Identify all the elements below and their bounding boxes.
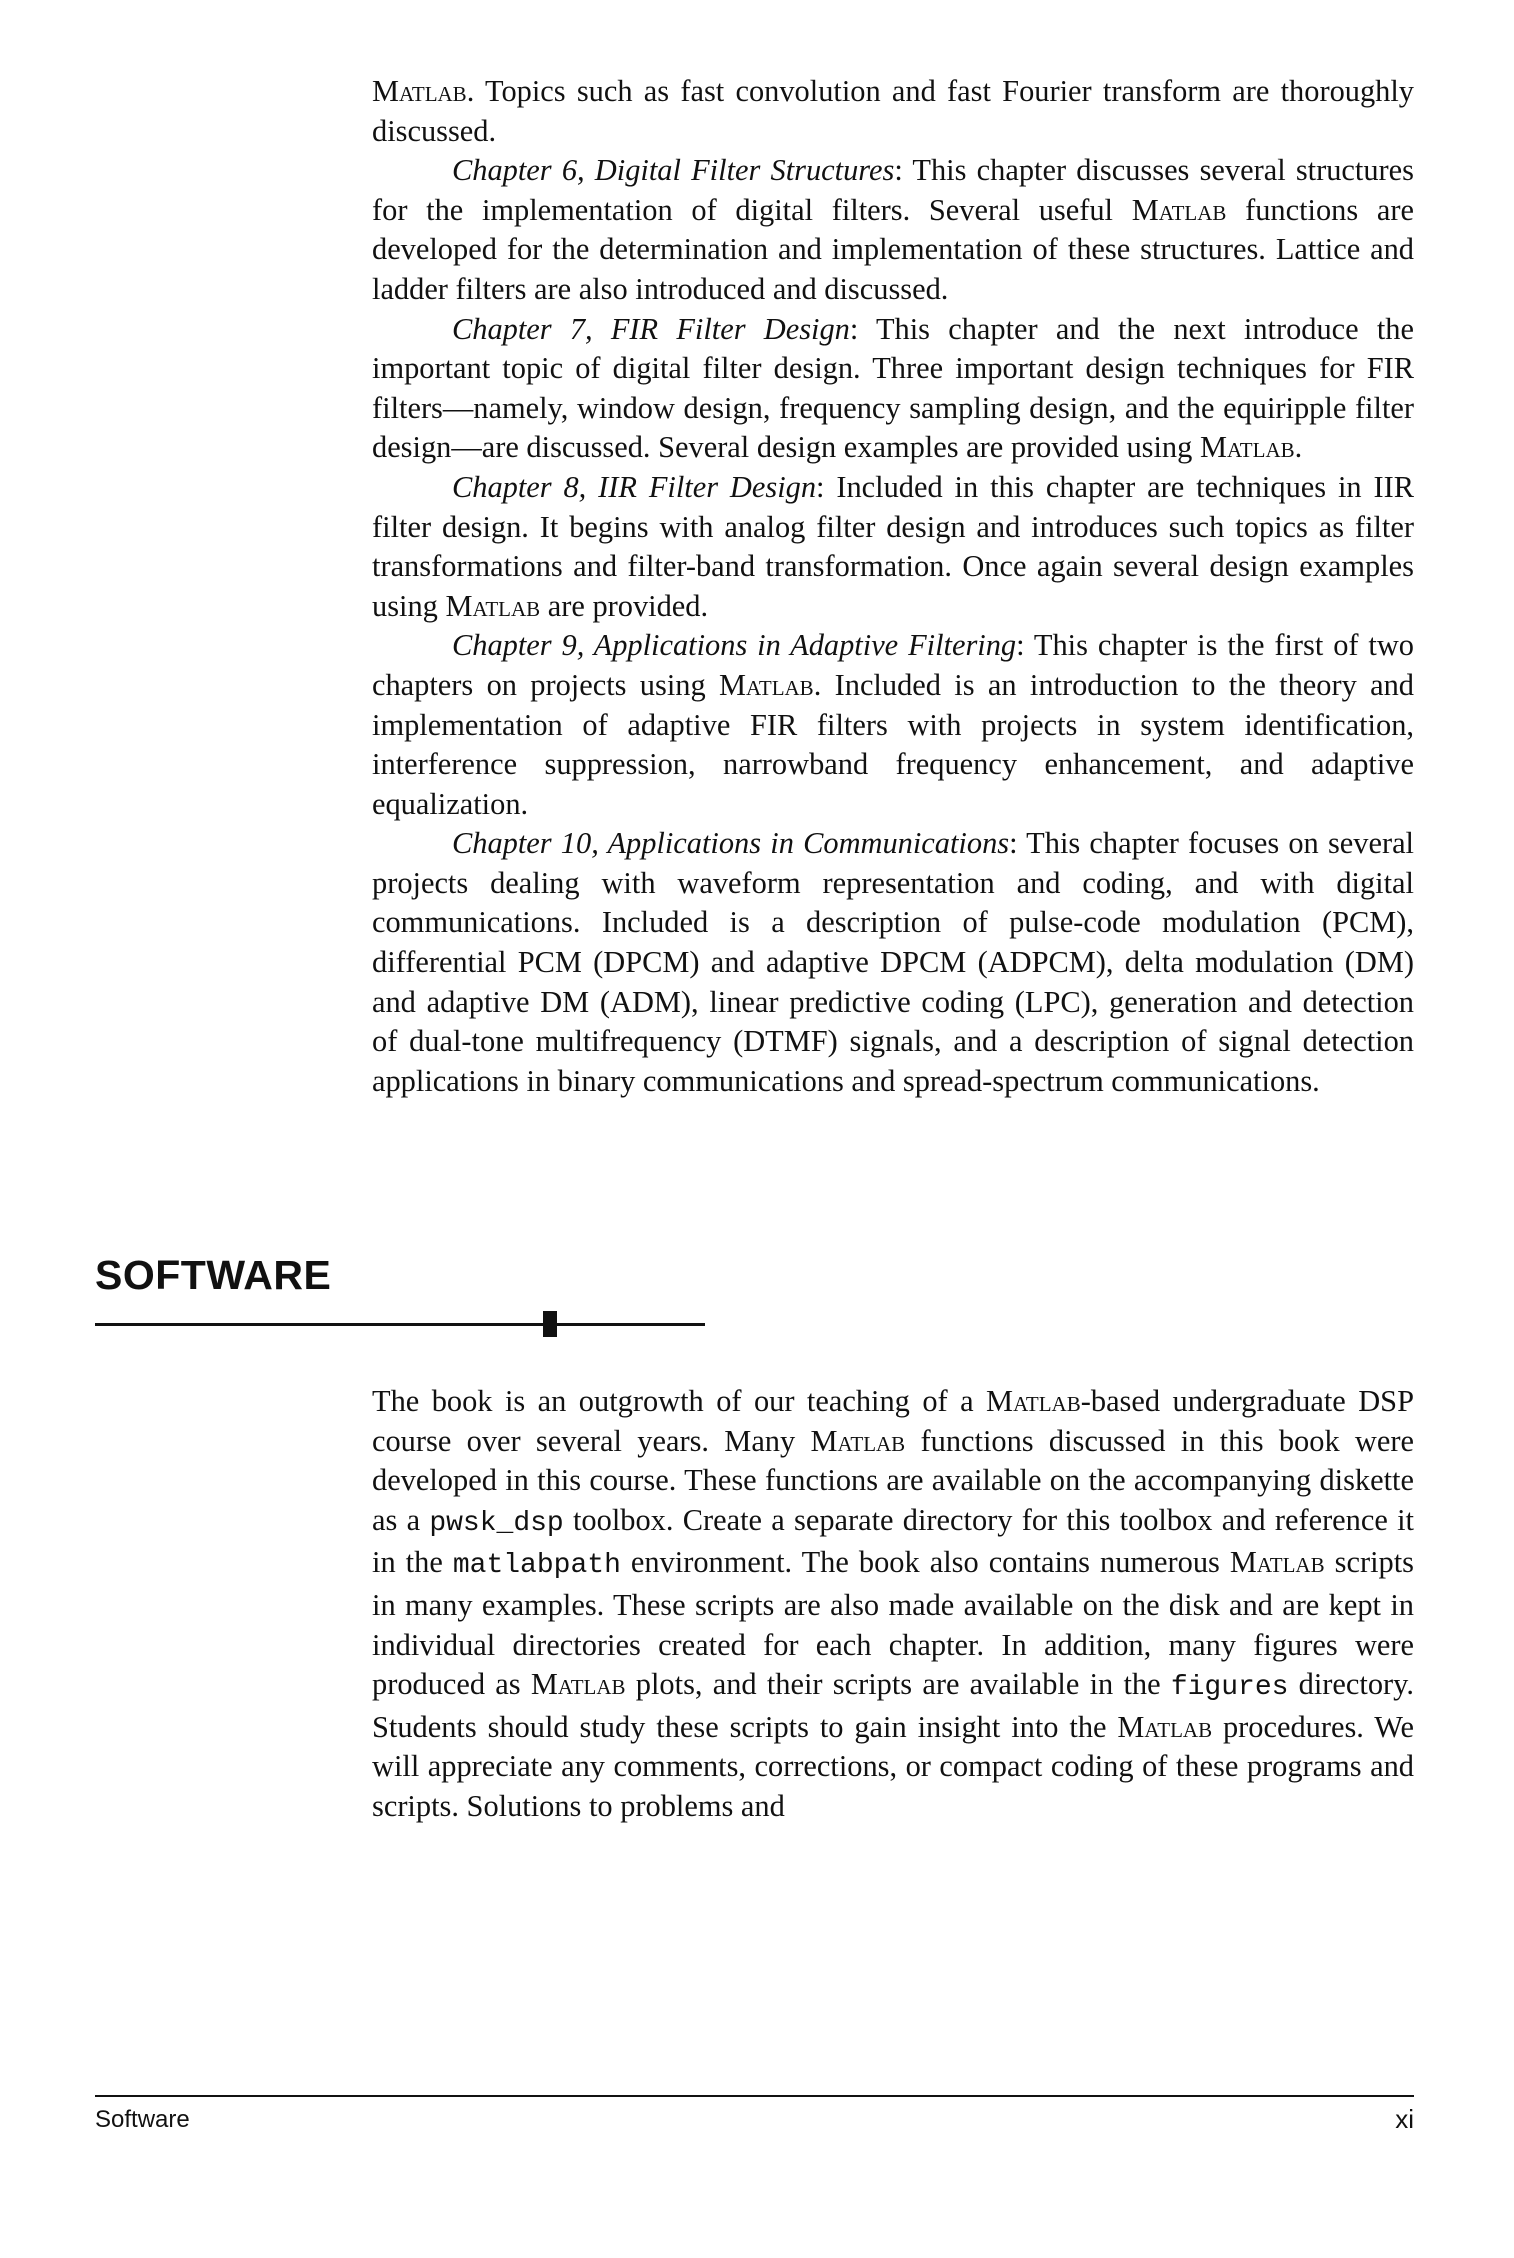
chapter-7-paragraph (372, 310, 1414, 468)
matlab-term: Matlab (1199, 430, 1295, 465)
page-number: xi (1395, 2104, 1414, 2134)
paragraph-text: -based undergraduate DSP course over several years. Many (372, 1384, 1414, 1458)
heading-rule (95, 1323, 705, 1326)
matlab-term: Matlab (372, 74, 467, 108)
heading-marker-square (543, 1311, 557, 1337)
matlab-term: Matlab (530, 1667, 626, 1702)
chapter-title: Chapter 9, Applications in Adaptive Filtering (452, 628, 1017, 663)
chapter-text: are provided. (540, 588, 709, 623)
paragraph-text: scripts in many examples. These scripts are also made available on the disk and are kept in individual directories created for each chapter. In addition, many figures were produced as (372, 1545, 1414, 1702)
section-heading: SOFTWARE (95, 1252, 332, 1298)
chapter-10-paragraph (372, 824, 1414, 1101)
matlab-term: Matlab (1117, 1709, 1213, 1744)
matlab-term: Matlab (986, 1384, 1081, 1418)
chapter-8-paragraph (372, 468, 1414, 626)
path-code-name: matlabpath (452, 1550, 621, 1582)
intro-text-block (372, 72, 1414, 1101)
chapter-title: Chapter 10, Applications in Communications (452, 826, 1010, 861)
chapter-text: : Included in this chapter are techniques in IIR filter design. It begins with analog filter design and introduces such topics as filter transformations and filter-band transformation. Once again several design examples using (372, 469, 1414, 623)
matlab-term: Matlab (719, 667, 814, 702)
toolbox-code-name: pwsk_dsp (429, 1507, 564, 1539)
chapter-title: Chapter 8, IIR Filter Design (452, 469, 817, 504)
continuation-text: . Topics such as fast convolution and fast Fourier transform are thoroughly discussed. (372, 74, 1414, 148)
chapter-text: . Included is an introduction to the theory and implementation of adaptive FIR filters with projects in system identification, interference suppression, narrowband frequency enhancement, and adaptive equalization. (372, 667, 1415, 821)
chapter-text: : This chapter is the first of two chapters on projects using (372, 628, 1414, 702)
chapter-title: Chapter 7, FIR Filter Design (452, 311, 850, 346)
chapter-text: : This chapter and the next introduce the important topic of digital filter design. Three important design techniques for FIR filters—namely, window design, frequency sampling design, and the equiripple filter design—are discussed. Several design examples are provided using (372, 311, 1414, 465)
paragraph-text: The book is an outgrowth of our teaching of a (372, 1384, 987, 1418)
paragraph-text: plots, and their scripts are available in the (625, 1667, 1171, 1702)
continuation-paragraph (372, 72, 1414, 151)
running-footer-title: Software (95, 2106, 190, 2133)
matlab-term: Matlab (445, 588, 541, 623)
paragraph-text: environment. The book also contains numerous (620, 1545, 1230, 1580)
software-paragraph (372, 1382, 1414, 1827)
chapter-text: : This chapter focuses on several projects dealing with waveform representation and coding, and with digital communications. Included is a description of pulse-code modulation (PCM), differential PCM (DPCM) and adaptive DPCM (ADPCM), delta modulation (DM) and adaptive DM (ADM), linear predictive coding (LPC), generation and detection of dual-tone multifrequency (DTMF) signals, and a description of signal detection applications in binary communications and spread-spectrum communications. (372, 826, 1414, 1098)
directory-code-name: figures (1170, 1672, 1289, 1704)
paragraph-text: functions discussed in this book were developed in this course. These functions are available on the accompanying diskette as a (372, 1423, 1414, 1537)
matlab-term: Matlab (1131, 192, 1227, 227)
chapter-text: functions are developed for the determination and implementation of these structures. Lattice and ladder filters are also introduced and discussed. (372, 192, 1414, 306)
chapter-title: Chapter 6, Digital Filter Structures (452, 153, 895, 188)
software-text-block (372, 1382, 1414, 1827)
footer-rule (95, 2095, 1414, 2097)
paragraph-text: procedures. We will appreciate any comments, corrections, or compact coding of these programs and scripts. Solutions to problems and (372, 1709, 1414, 1823)
chapter-text: . (1294, 430, 1303, 465)
paragraph-text: toolbox. Create a separate directory for this toolbox and reference it in the (372, 1502, 1414, 1580)
chapter-text: : This chapter discusses several structures for the implementation of digital filters. Several useful (372, 153, 1414, 227)
chapter-6-paragraph (372, 151, 1414, 309)
matlab-term: Matlab (810, 1423, 906, 1458)
matlab-term: Matlab (1229, 1545, 1325, 1580)
paragraph-text: directory. Students should study these scripts to gain insight into the (372, 1667, 1414, 1744)
chapter-9-paragraph (372, 626, 1414, 824)
